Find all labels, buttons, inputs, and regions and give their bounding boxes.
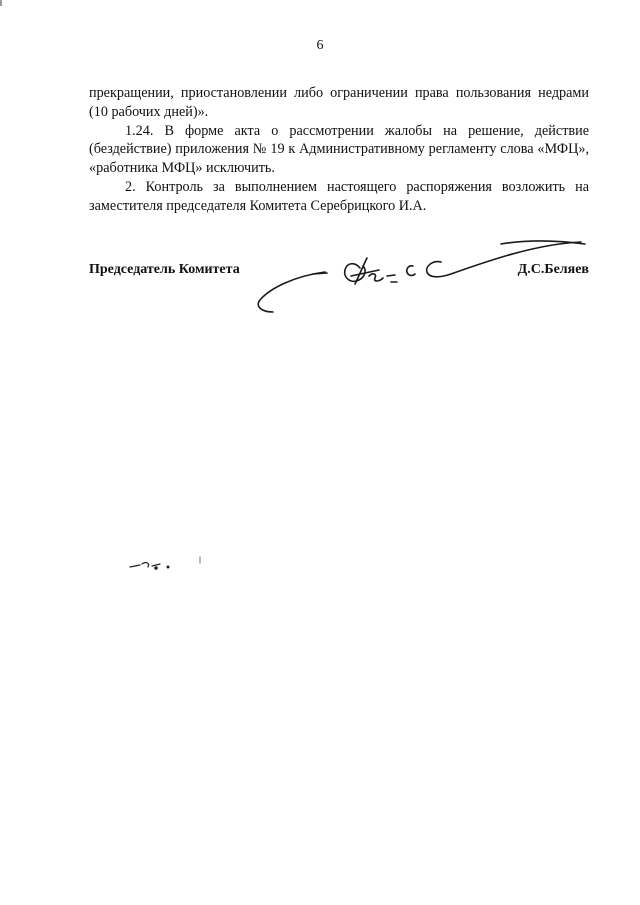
paragraph-1-24: 1.24. В форме акта о рассмотрении жалобы на решение, действие (бездействие) приложения № 19 к Административному регламенту слова «МФЦ», «работника МФЦ» исключить. xyxy=(89,122,589,177)
paragraph-2: 2. Контроль за выполнением настоящего распоряжения возложить на заместителя председателя Комитета Серебрицкого И.А. xyxy=(89,178,589,214)
signer-title: Председатель Комитета xyxy=(89,262,240,277)
signer-name: Д.С.Беляев xyxy=(517,262,589,277)
scan-speck xyxy=(0,0,2,6)
document-body xyxy=(89,84,589,216)
scan-artifact xyxy=(128,555,208,575)
page-number: 6 xyxy=(316,38,324,53)
handwritten-signature xyxy=(255,232,595,324)
paragraph-continuation: прекращении, приостановлении либо ограничении права пользования недрами (10 рабочих дней)». xyxy=(89,85,589,120)
